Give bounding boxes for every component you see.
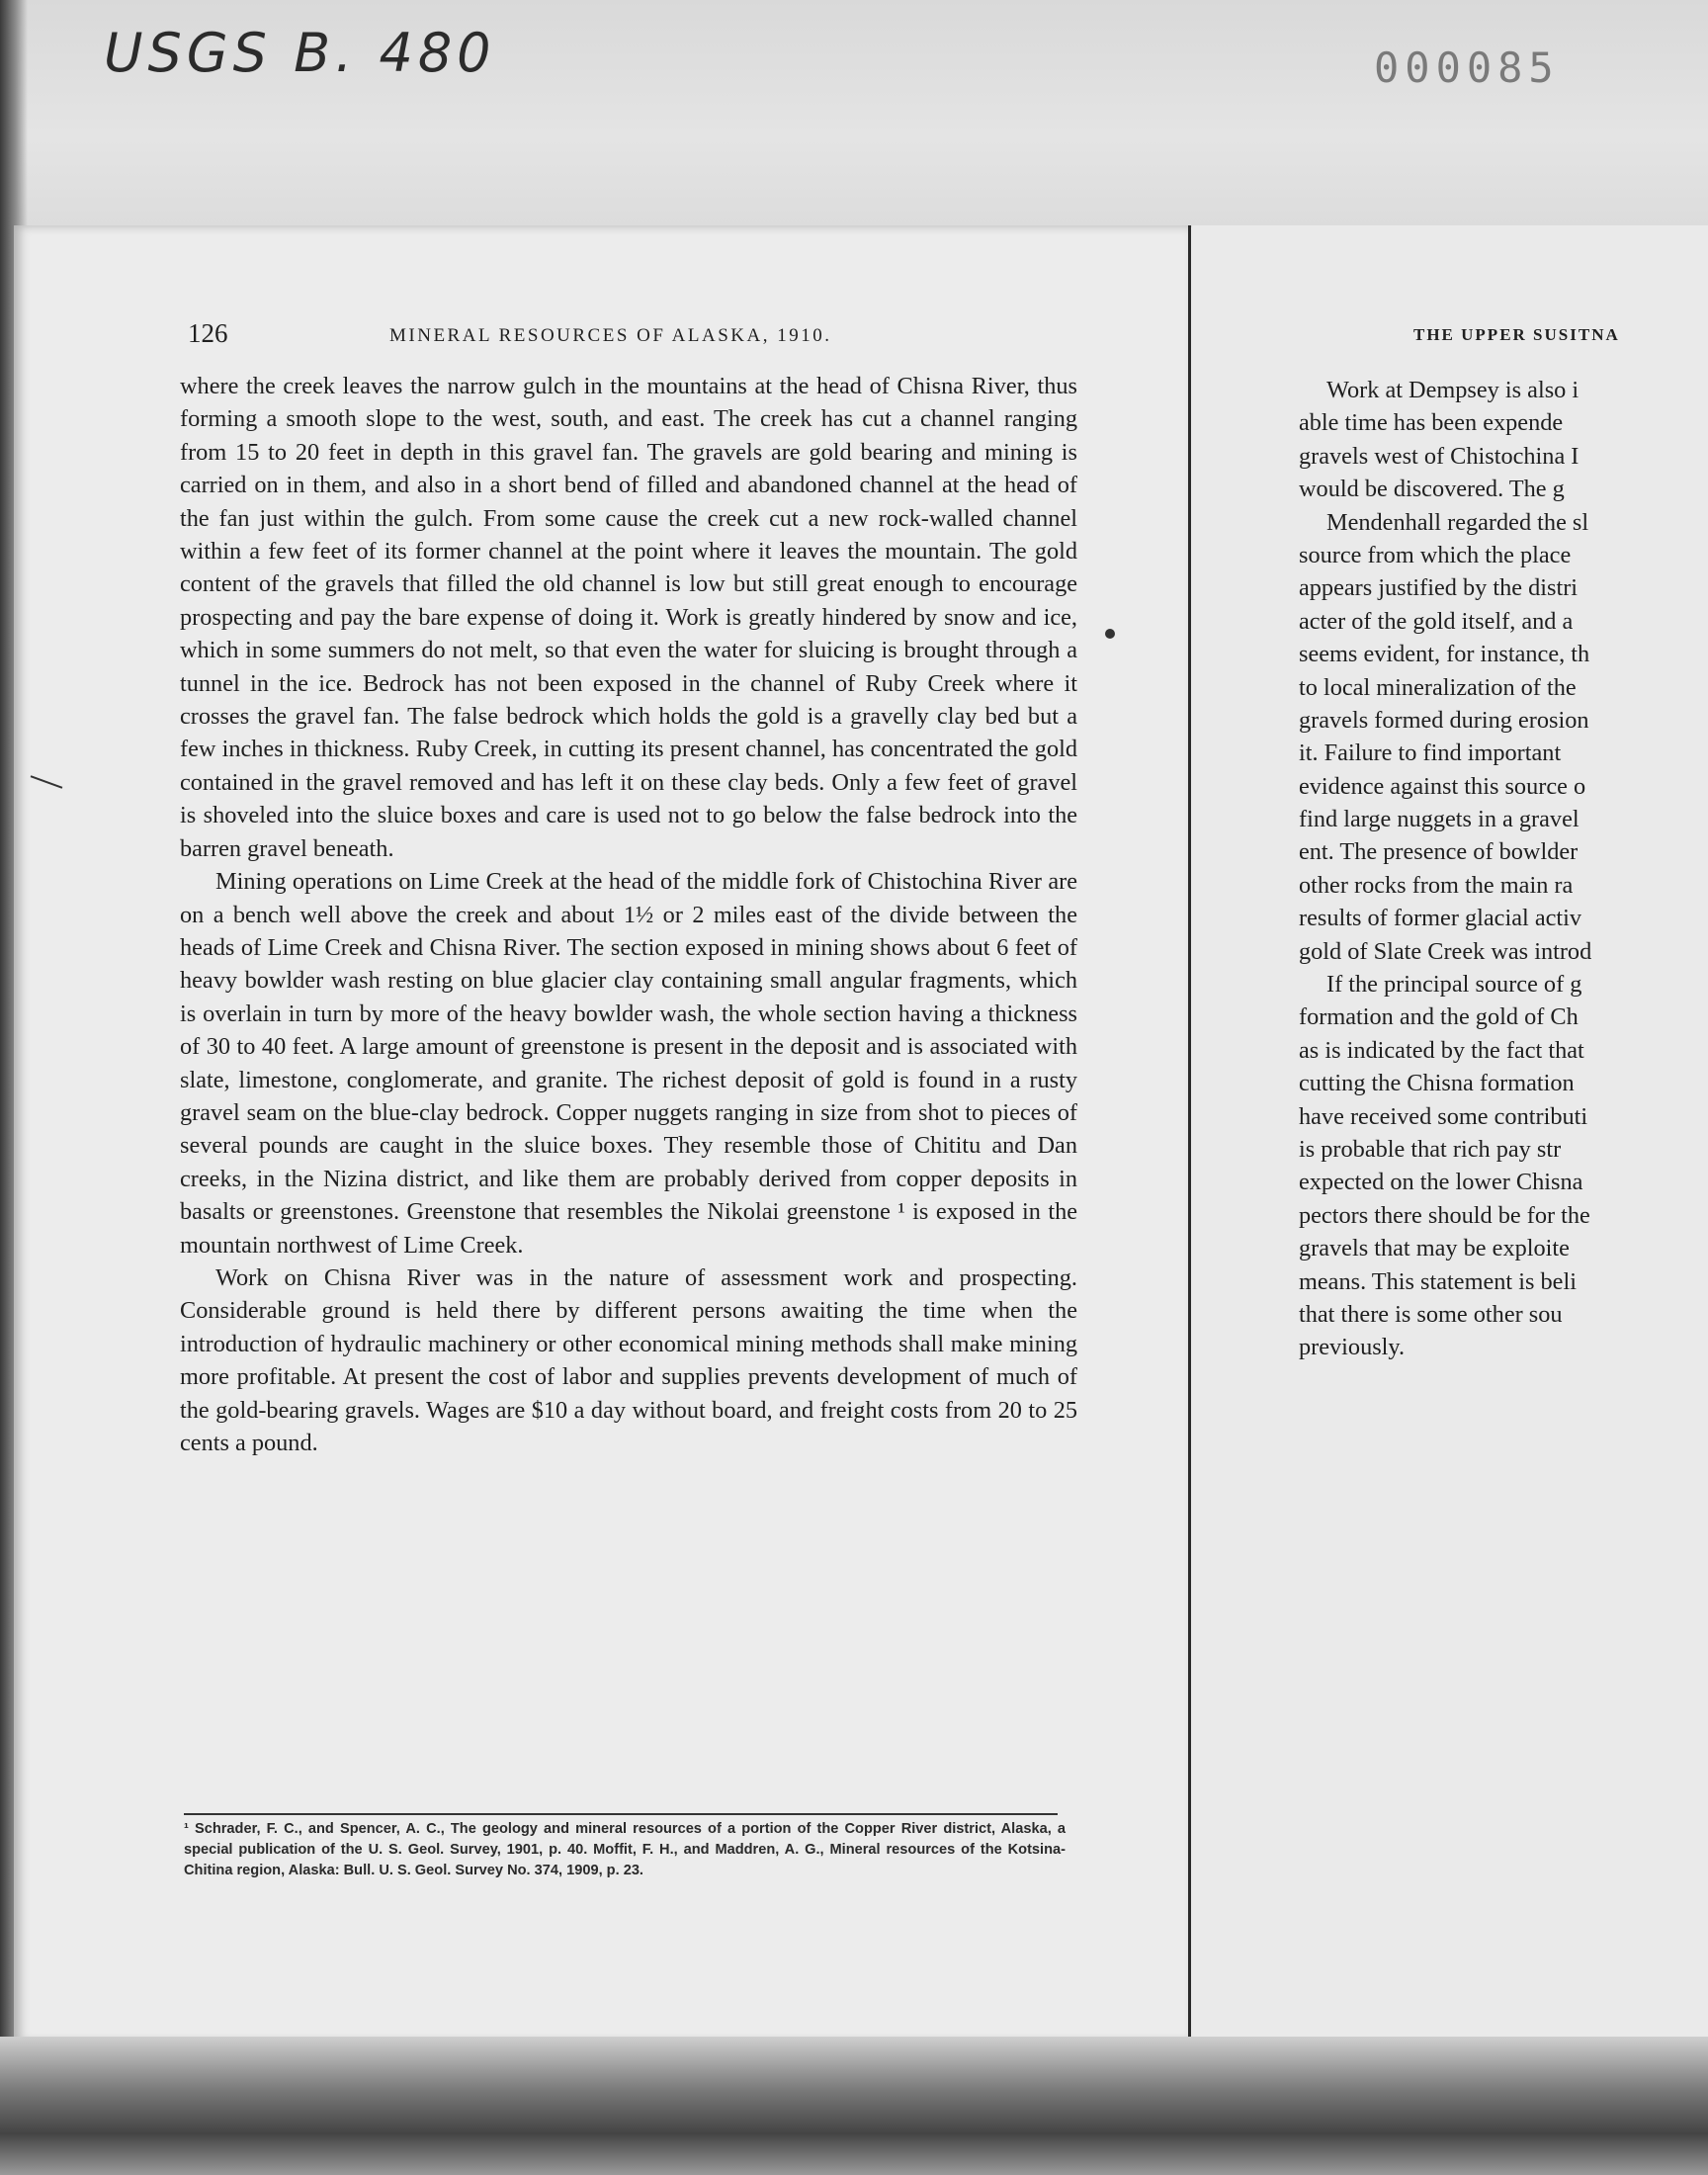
handwritten-label: USGS B. 480 xyxy=(104,22,496,84)
right-page-line: would be discovered. The g xyxy=(1299,476,1565,503)
right-page-line: If the principal source of g xyxy=(1326,971,1582,999)
right-page-line: evidence against this source o xyxy=(1299,772,1586,800)
right-page xyxy=(1192,225,1708,2043)
right-page-line: other rocks from the main ra xyxy=(1299,871,1574,899)
right-page-line: ent. The presence of bowlder xyxy=(1299,838,1579,866)
paragraph: Mining operations on Lime Creek at the head of the middle fork of Chistochina River are on a bench well above the creek and about 1½ or 2 miles east of the divide between the heads of Lime Creek and Chisna River. The section exposed in mining shows about 6 feet of heavy bowlder wash resting on blue glacier clay containing small angular fragments, which is overlain in turn by more of the heavy bowlder wash, the whole section having a thickness of 30 to 40 feet. A large amount of greenstone is present in the deposit and is associated with slate, limestone, conglomerate, and granite. The richest deposit of gold is found in a rusty gravel seam on the blue-clay bedrock. Copper nuggets ranging in size from shot to pieces of several pounds are caught in the sluice boxes. They resemble those of Chititu and Dan creeks, in the Nizina district, and like them are probably derived from copper deposits in basalts or greenstones. Greenstone that resembles the Nikolai greenstone ¹ is exposed in the mountain northwest of Lime Creek. xyxy=(180,868,1077,1259)
scan-background-bottom xyxy=(0,2037,1708,2175)
right-page-line: gravels west of Chistochina I xyxy=(1299,442,1580,470)
right-page-line: source from which the place xyxy=(1299,541,1572,568)
running-head: MINERAL RESOURCES OF ALASKA, 1910. xyxy=(389,325,832,346)
footnote: ¹ Schrader, F. C., and Spencer, A. C., The geology and mineral resources of a portion of the Copper River district, Alaska, a special publication of the U. S. Geol. Survey, 1901, p. 40. Moffit, F. H., and Maddren, A. G., Mineral resources of the Kotsina-Chitina region, Alaska: Bull. U. S. Geol. Survey No. 374, 1909, p. 23. xyxy=(184,1821,1066,1878)
right-page-line: as is indicated by the fact that xyxy=(1299,1036,1584,1064)
right-page-line: results of former glacial activ xyxy=(1299,905,1582,932)
right-page-line: Work at Dempsey is also i xyxy=(1326,377,1580,403)
paragraph: where the creek leaves the narrow gulch in the mountains at the head of Chisna River, thus forming a smooth slope to the west, south, and east. The creek has cut a channel ranging from 15 to 20 feet in depth in this gravel fan. The gravels are gold bearing and mining is carried on in them, and also in a short bend of filled and abandoned channel at the head of the fan just within the gulch. From some cause the creek cut a new rock-walled channel within a few feet of its former channel at the point where it leaves the mountain. The gold content of the gravels that filled the old channel is low but still great enough to encourage prospecting and pay the bare expense of doing it. Work is greatly hindered by snow and ice, which in some summers do not melt, so that even the water for sluicing is brought through a tunnel in the ice. Bedrock has not been exposed in the channel of Ruby Creek where it crosses the gravel fan. The false bedrock which holds the gold is a gravelly clay bed but a few inches in thickness. Ruby Creek, in cutting its present channel, has concentrated the gold contained in the gravel removed and has left it on these clay beds. Only a few feet of gravel is shoveled into the sluice boxes and care is used not to go below the false bedrock into the barren gravel beneath. xyxy=(180,373,1077,862)
right-page-line: Mendenhall regarded the sl xyxy=(1326,508,1589,536)
body-text xyxy=(180,370,1077,1459)
running-head-right: THE UPPER SUSITNA xyxy=(1413,325,1620,344)
page-number: 126 xyxy=(188,318,228,348)
right-page-line: gravels formed during erosion xyxy=(1299,706,1589,734)
right-page-line: appears justified by the distri xyxy=(1299,574,1579,602)
right-page-line: to local mineralization of the xyxy=(1299,673,1577,701)
right-page-line: cutting the Chisna formation xyxy=(1299,1070,1575,1097)
right-page-line: means. This statement is beli xyxy=(1299,1267,1577,1295)
footnote-divider xyxy=(184,1813,1058,1815)
stamp-number: 000085 xyxy=(1374,44,1560,92)
right-page-line: formation and the gold of Ch xyxy=(1299,1003,1579,1031)
right-page-line: that there is some other sou xyxy=(1299,1300,1563,1328)
right-page-line: acter of the gold itself, and a xyxy=(1299,607,1574,635)
right-page-line: find large nuggets in a gravel xyxy=(1299,806,1580,833)
right-page-line: previously. xyxy=(1299,1334,1406,1361)
ink-dot-mark xyxy=(1105,629,1115,639)
left-page xyxy=(14,225,1191,2043)
right-page-line: it. Failure to find important xyxy=(1299,740,1562,767)
right-page-line: have received some contributi xyxy=(1299,1102,1588,1130)
right-page-line: expected on the lower Chisna xyxy=(1299,1169,1583,1196)
paragraph: Work on Chisna River was in the nature of assessment work and prospecting. Considerable ground is held there by different persons awaiting the time when the introduction of hydraulic machinery or other economical mining methods shall make mining more profitable. At present the cost of labor and supplies prevents development of much of the gold-bearing gravels. Wages are $10 a day without board, and freight costs from 20 to 25 cents a pound. xyxy=(180,1263,1077,1456)
right-page-text xyxy=(1299,374,1591,1364)
right-page-line: gold of Slate Creek was introd xyxy=(1299,937,1592,965)
right-page-line: pectors there should be for the xyxy=(1299,1201,1590,1229)
right-page-line: gravels that may be exploite xyxy=(1299,1235,1570,1262)
right-page-line: seems evident, for instance, th xyxy=(1299,641,1590,668)
right-page-line: is probable that rich pay str xyxy=(1299,1135,1562,1163)
right-page-line: able time has been expende xyxy=(1299,409,1564,437)
